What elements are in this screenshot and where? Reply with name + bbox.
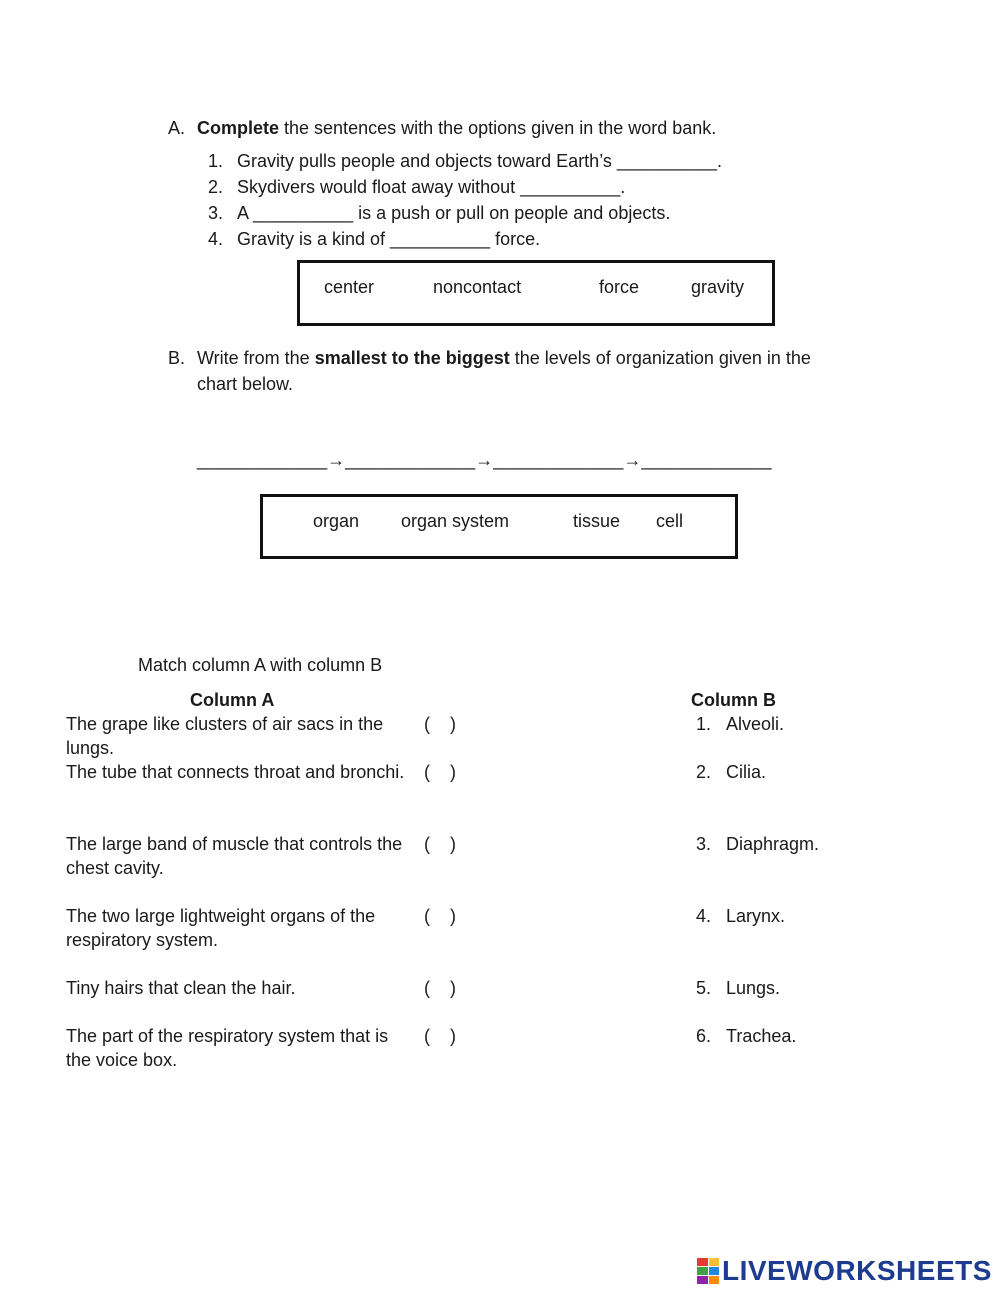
logo-icon-square [697, 1276, 708, 1284]
logo-icon-square [709, 1276, 720, 1284]
column-b-item: Trachea. [726, 1026, 797, 1046]
section-b-letter: B. [168, 348, 186, 368]
column-b-item: Diaphragm. [726, 834, 820, 854]
column-b-item: Larynx. [726, 906, 786, 926]
column-b-item: Lungs. [726, 978, 781, 998]
section-b-instruction-bold: smallest to the biggest [314, 348, 510, 368]
column-b-number: 6. [696, 1026, 712, 1046]
column-a-item: The two large lightweight organs of the respiratory system. [66, 906, 376, 950]
match-answer-slot[interactable]: ( ) [424, 714, 456, 734]
word-bank-b-word: cell [656, 511, 684, 531]
word-bank-a-word: center [324, 277, 375, 297]
column-a-item: The grape like clusters of air sacs in the lungs. [66, 714, 384, 758]
section-b-instruction [197, 348, 811, 369]
word-bank-b-word: tissue [573, 511, 621, 531]
section-a-item-3-text: A __________ is a push or pull on people and objects. [237, 203, 671, 223]
section-a-item-1-text: Gravity pulls people and objects toward Earth’s __________. [237, 151, 722, 171]
column-a-item: The large band of muscle that controls the chest cavity. [66, 834, 403, 878]
matching-instruction: Match column A with column B [138, 655, 383, 675]
section-a-instruction-rest: the sentences with the options given in the word bank. [279, 118, 717, 138]
section-a-item-1-num: 1. [208, 151, 224, 171]
match-answer-slot[interactable]: ( ) [424, 906, 456, 926]
match-answer-slot[interactable]: ( ) [424, 978, 456, 998]
column-b-number: 5. [696, 978, 712, 998]
word-bank-b [260, 494, 738, 559]
logo-icon-square [709, 1258, 720, 1266]
section-a-instruction-bold: Complete [197, 118, 280, 138]
column-b-number: 3. [696, 834, 712, 854]
column-b-number: 2. [696, 762, 712, 782]
column-a-item: The part of the respiratory system that is the voice box. [66, 1026, 389, 1070]
liveworksheets-logo-icon [697, 1258, 719, 1284]
section-a-item-2-text: Skydivers would float away without __________. [237, 177, 626, 197]
match-answer-slot[interactable]: ( ) [424, 762, 456, 782]
section-a-item-4-text: Gravity is a kind of __________ force. [237, 229, 541, 249]
column-a-header: Column A [190, 690, 275, 710]
column-b-number: 1. [696, 714, 712, 734]
match-answer-slot[interactable]: ( ) [424, 834, 456, 854]
section-b-instruction-line2: chart below. [197, 374, 294, 394]
word-bank-a-word: noncontact [433, 277, 522, 297]
word-bank-a-word: gravity [691, 277, 745, 297]
section-a-item-3-num: 3. [208, 203, 224, 223]
logo-icon-square [697, 1258, 708, 1266]
word-bank-a [297, 260, 775, 326]
word-bank-b-word: organ system [401, 511, 510, 531]
logo-icon-square [709, 1267, 720, 1275]
logo-icon-square [697, 1267, 708, 1275]
section-b-instruction-pre: Write from the [197, 348, 315, 368]
word-bank-a-word: force [599, 277, 640, 297]
match-answer-slot[interactable]: ( ) [424, 1026, 456, 1046]
liveworksheets-logo [697, 1256, 992, 1286]
column-b-header: Column B [691, 690, 776, 710]
section-a-item-2-num: 2. [208, 177, 224, 197]
column-a-item: Tiny hairs that clean the hair. [66, 978, 296, 998]
section-b-instruction-post: the levels of organization given in the [509, 348, 811, 368]
section-a-item-4-num: 4. [208, 229, 224, 249]
column-b-number: 4. [696, 906, 712, 926]
column-b-item: Cilia. [726, 762, 767, 782]
section-a-instruction [197, 118, 716, 139]
column-a-item: The tube that connects throat and bronchi. [66, 762, 405, 782]
organization-sequence-blanks: _____________→_____________→_____________→_____________ [197, 450, 772, 470]
liveworksheets-logo-text: LIVEWORKSHEETS [722, 1255, 992, 1286]
section-a-letter: A. [168, 118, 186, 138]
word-bank-b-word: organ [313, 511, 360, 531]
column-b-item: Alveoli. [726, 714, 785, 734]
